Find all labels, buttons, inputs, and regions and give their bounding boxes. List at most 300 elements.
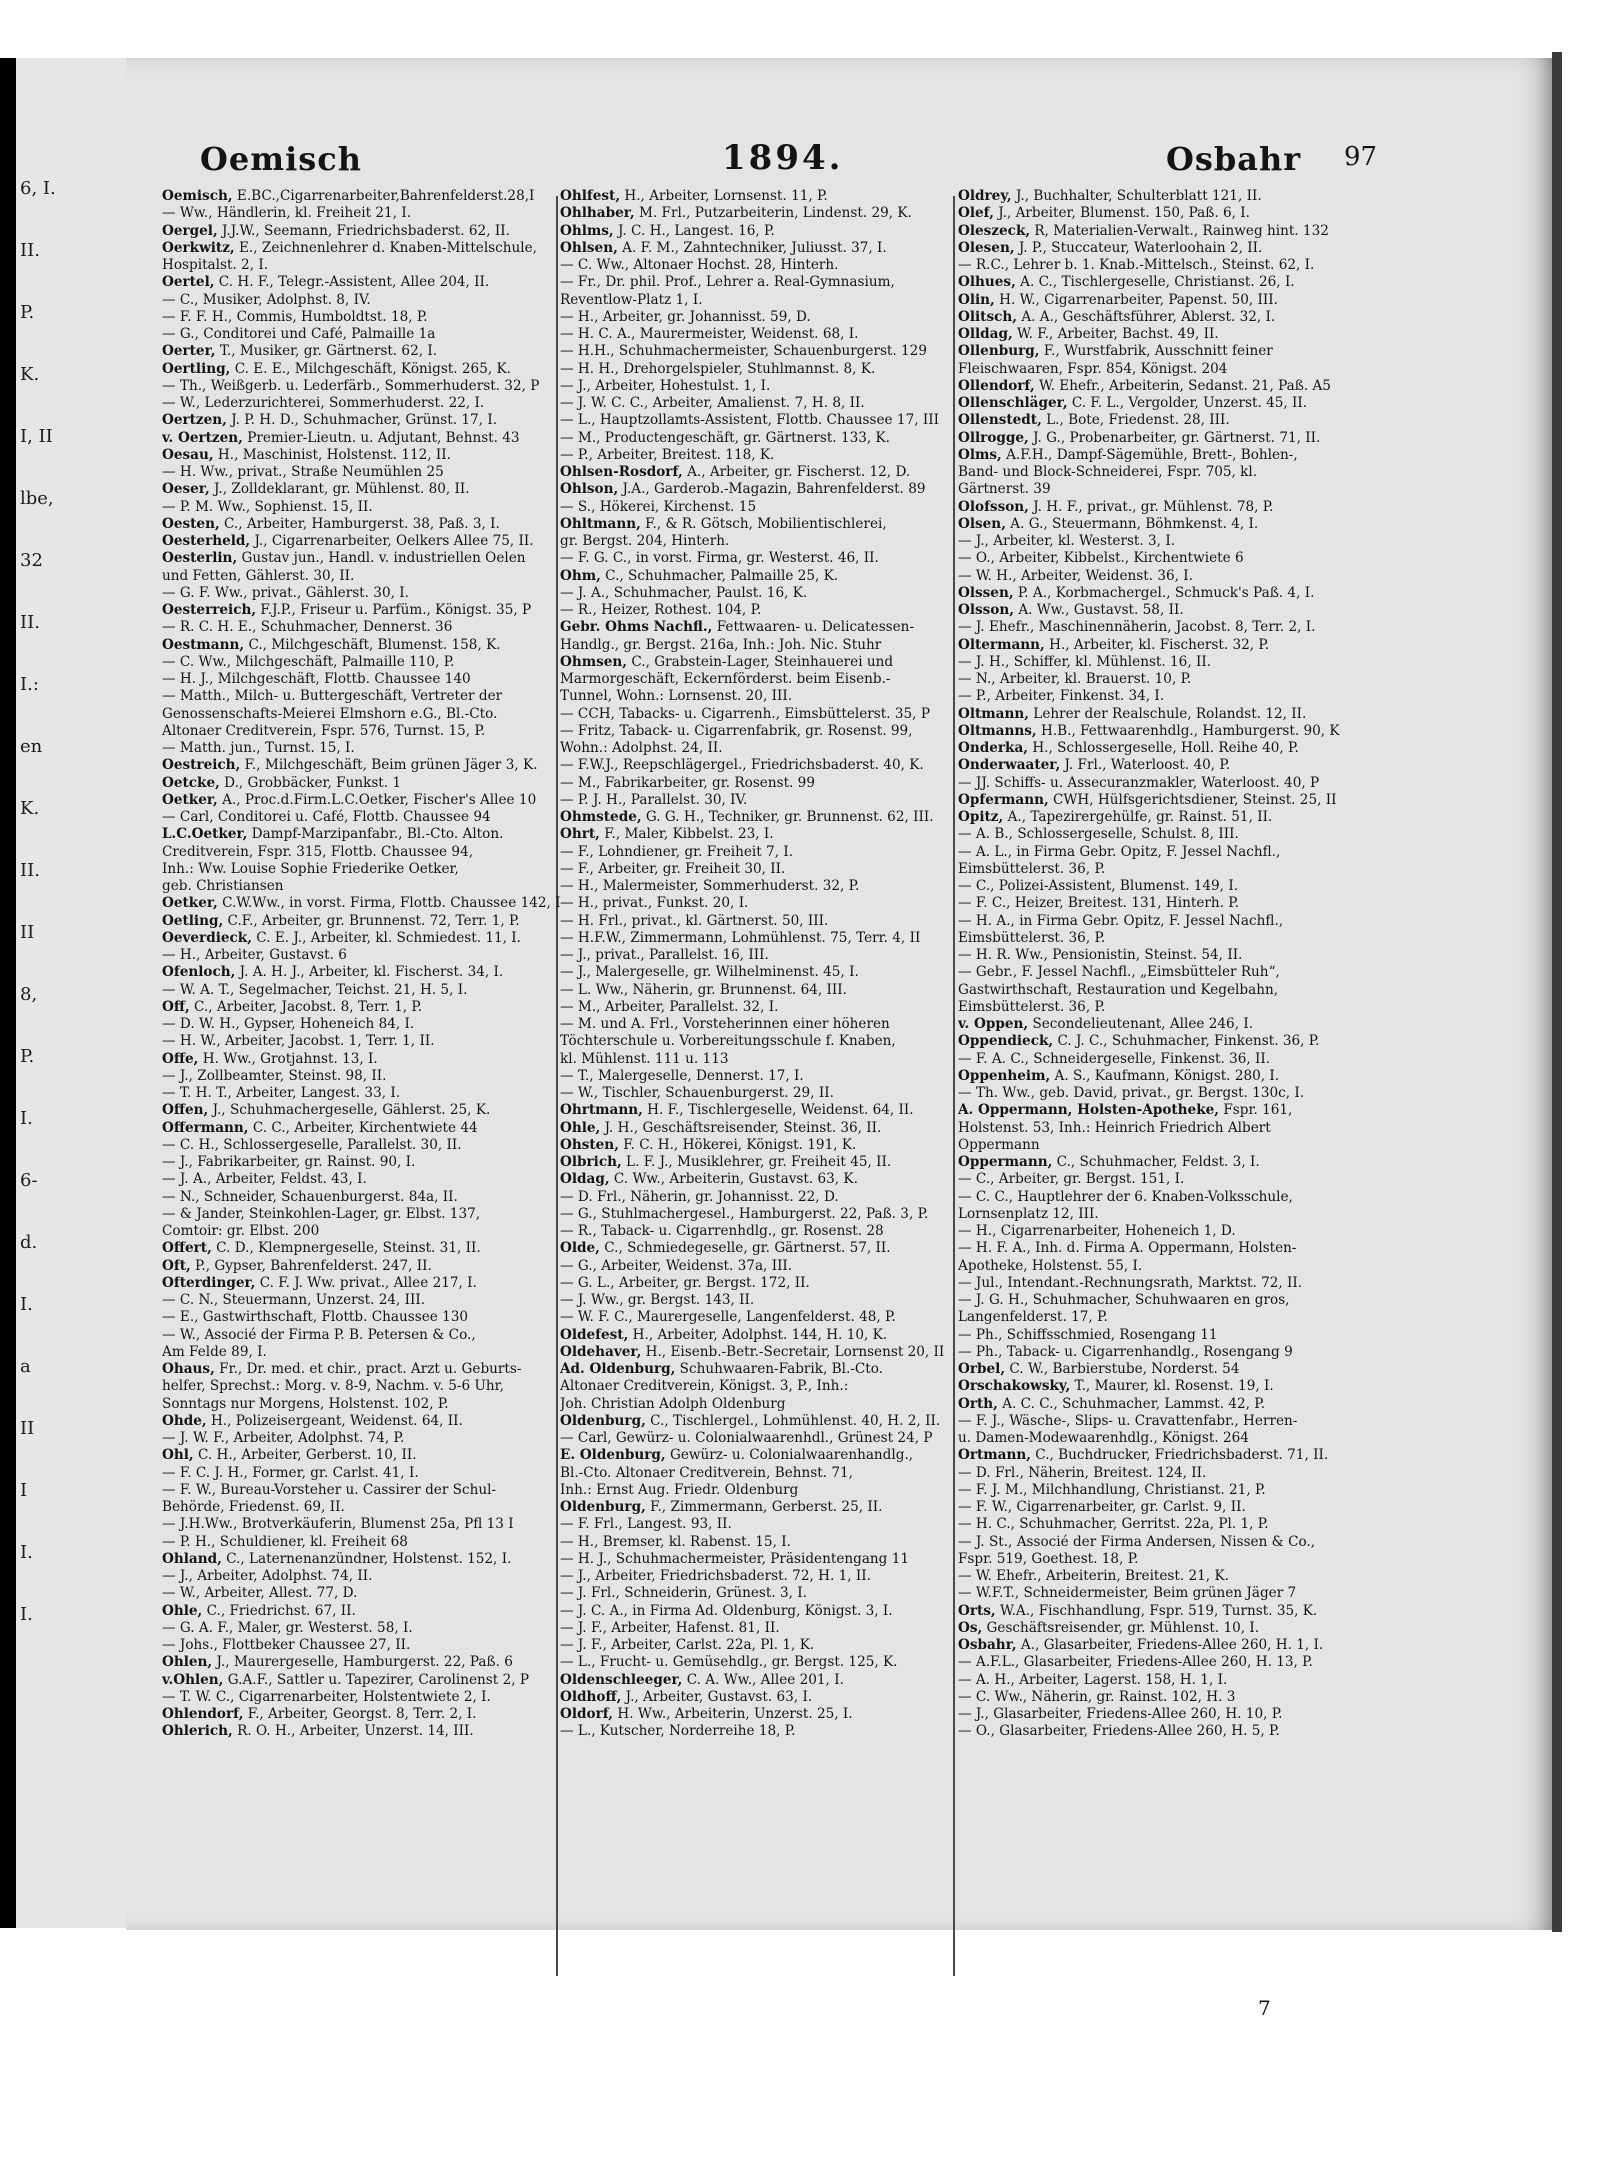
entry-details: Comtoir: gr. Elbst. 200	[162, 1223, 320, 1239]
directory-entry	[958, 274, 1348, 291]
entry-details: A. C. C., Schuhmacher, Lammst. 42, P.	[997, 1395, 1266, 1412]
entry-details: — P. M. Ww., Sophienst. 15, II.	[162, 498, 373, 515]
directory-entry	[958, 292, 1348, 309]
previous-page-fragment: II	[20, 1418, 35, 1439]
entry-details: F., Milchgeschäft, Beim grünen Jäger 3, K.	[240, 757, 538, 774]
directory-entry	[560, 1137, 960, 1154]
entry-details: — P., Arbeiter, Finkenst. 34, I.	[958, 688, 1165, 705]
entry-details: — H. A., in Firma Gebr. Opitz, F. Jessel Nachfl.,	[958, 912, 1284, 929]
entry-details: C., Tischlergel., Lohmühlenst. 40, H. 2, II.	[645, 1412, 941, 1429]
entry-details: — J., Fabrikarbeiter, gr. Rainst. 90, I.	[162, 1154, 416, 1170]
entry-surname: L.C.Oetker,	[162, 826, 248, 843]
entry-details: C., Schmiedegeselle, gr. Gärtnerst. 57, II.	[599, 1240, 891, 1257]
entry-surname: Ortmann,	[958, 1447, 1031, 1464]
entry-surname: E. Oldenburg,	[560, 1447, 666, 1464]
directory-entry	[560, 309, 960, 326]
entry-details: Wohn.: Adolphst. 24, II.	[560, 740, 723, 756]
entry-details: T., Musiker, gr. Gärtnerst. 62, I.	[215, 343, 438, 360]
entry-details: — C. C., Hauptlehrer der 6. Knaben-Volksschule,	[958, 1188, 1293, 1205]
directory-entry	[560, 1275, 960, 1292]
directory-entry	[958, 1465, 1348, 1482]
directory-entry	[560, 1482, 960, 1499]
directory-entry	[560, 1706, 960, 1723]
entry-surname: Olef,	[958, 205, 994, 222]
directory-entry	[162, 1516, 562, 1533]
entry-details: — H.H., Schuhmachermeister, Schauenburgerst. 129	[560, 343, 927, 360]
entry-details: Am Felde 89, I.	[162, 1343, 267, 1360]
directory-entry	[162, 292, 562, 309]
entry-details: — H. J., Milchgeschäft, Flottb. Chaussee 140	[162, 671, 471, 687]
directory-entry	[560, 964, 960, 981]
entry-surname: Oerkwitz,	[162, 239, 235, 256]
entry-surname: Olsen,	[958, 515, 1006, 532]
previous-page-fragment: I, II	[20, 426, 53, 447]
previous-page-fragment: a	[20, 1356, 31, 1377]
directory-entry	[560, 1189, 960, 1206]
entry-details: J., Zolldeklarant, gr. Mühlenst. 80, II.	[209, 481, 470, 498]
entry-details: A. C., Tischlergeselle, Christianst. 26, I.	[1015, 274, 1295, 291]
entry-details: F., Maler, Kibbelst. 23, I.	[599, 826, 774, 843]
entry-details: — F. J. M., Milchhandlung, Christianst. 21, P.	[958, 1481, 1266, 1498]
directory-entry	[958, 895, 1348, 912]
entry-surname: Ollenburg,	[958, 343, 1040, 360]
entry-details: E.BC.,Cigarrenarbeiter,Bahrenfelderst.28,I	[232, 188, 535, 204]
directory-entry	[162, 982, 562, 999]
entry-surname: Orbel,	[958, 1361, 1006, 1377]
entry-details: Secondelieutenant, Allee 246, I.	[1028, 1016, 1254, 1032]
entry-surname: Orschakowsky,	[958, 1378, 1071, 1395]
header-last-entry: Osbahr	[1166, 140, 1302, 178]
directory-entry	[560, 205, 960, 222]
directory-entry	[958, 1672, 1348, 1689]
entry-surname: Oetcke,	[162, 774, 220, 791]
entry-details: C.F., Arbeiter, gr. Brunnenst. 72, Terr. 1, P.	[223, 912, 520, 929]
directory-entry	[162, 516, 562, 533]
directory-entry	[560, 930, 960, 947]
entry-surname: Ofterdinger,	[162, 1274, 256, 1291]
entry-surname: Ohlen,	[162, 1654, 213, 1671]
directory-entry	[560, 947, 960, 964]
directory-entry	[560, 361, 960, 378]
directory-entry	[560, 326, 960, 343]
entry-details: — L., Frucht- u. Gemüsehdlg., gr. Bergst. 125, K.	[560, 1654, 898, 1671]
entry-details: — J., Arbeiter, Hohestulst. 1, I.	[560, 377, 771, 394]
directory-entry	[560, 533, 960, 550]
directory-entry	[560, 1223, 960, 1240]
entry-surname: Ohmstede,	[560, 809, 642, 825]
directory-entry	[560, 1102, 960, 1119]
entry-details: — Matth. jun., Turnst. 15, I.	[162, 740, 355, 756]
entry-details: — J. Ww., gr. Bergst. 143, II.	[560, 1292, 755, 1308]
entry-details: J., Arbeiter, Gustavst. 63, I.	[621, 1688, 813, 1705]
directory-entry	[560, 844, 960, 861]
entry-details: — C. Ww., Näherin, gr. Rainst. 102, H. 3	[958, 1688, 1236, 1705]
entry-details: — C. H., Schlossergeselle, Parallelst. 30, II.	[162, 1136, 462, 1153]
directory-entry	[958, 1120, 1348, 1137]
entry-details: — F. Frl., Langest. 93, II.	[560, 1516, 732, 1533]
directory-entry	[560, 1516, 960, 1533]
entry-details: C., Grabstein-Lager, Steinhauerei und	[627, 653, 894, 670]
entry-details: — M. und A. Frl., Vorsteherinnen einer höheren	[560, 1016, 890, 1032]
entry-details: Geschäftsreisender, gr. Mühlenst. 10, I.	[982, 1619, 1260, 1636]
directory-entry	[560, 499, 960, 516]
directory-entry	[560, 878, 960, 895]
previous-page-fragment: d.	[20, 1232, 38, 1253]
directory-entry	[162, 1327, 562, 1344]
entry-details: — H. C., Schuhmacher, Gerritst. 22a, Pl. 1, P.	[958, 1516, 1269, 1533]
directory-entry	[560, 1447, 960, 1464]
directory-entry	[560, 274, 960, 291]
entry-details: L., Bote, Friedenst. 28, III.	[1041, 412, 1230, 429]
entry-details: P. A., Korbmachergel., Schmuck's Paß. 4, I.	[1013, 584, 1315, 601]
entry-details: — G. L., Arbeiter, gr. Bergst. 172, II.	[560, 1274, 810, 1291]
entry-details: — P. J. H., Parallelst. 30, IV.	[560, 791, 748, 808]
entry-details: — N., Schneider, Schauenburgerst. 84a, II.	[162, 1188, 458, 1205]
entry-surname: Opfermann,	[958, 791, 1049, 808]
previous-page-fragment: I.	[20, 1294, 33, 1315]
directory-entry	[560, 1344, 960, 1361]
entry-details: — D. Frl., Näherin, gr. Johannisst. 22, D.	[560, 1188, 839, 1205]
directory-entry	[958, 1482, 1348, 1499]
entry-surname: A. Oppermann, Holsten-Apotheke,	[958, 1102, 1220, 1119]
entry-surname: Olsson,	[958, 602, 1014, 618]
directory-entry	[162, 361, 562, 378]
directory-entry	[162, 792, 562, 809]
entry-details: C., Buchdrucker, Friedrichsbaderst. 71, II.	[1030, 1447, 1329, 1464]
entry-surname: Ohle,	[560, 1119, 601, 1136]
entry-surname: Oertling,	[162, 360, 231, 377]
directory-entry	[162, 706, 562, 723]
entry-surname: Oestreich,	[162, 757, 241, 774]
entry-details: — C., Arbeiter, gr. Bergst. 151, I.	[958, 1171, 1185, 1188]
directory-entry	[162, 585, 562, 602]
directory-entry	[162, 637, 562, 654]
entry-details: C.W.Ww., in vorst. Firma, Flottb. Chaussee 142, I	[217, 895, 561, 912]
directory-entry	[162, 1482, 562, 1499]
entry-details: Gewürz- u. Colonialwaarenhandlg.,	[665, 1447, 914, 1464]
entry-details: — Th. Ww., geb. David, privat., gr. Bergst. 130c, I.	[958, 1085, 1305, 1101]
directory-entry	[162, 1120, 562, 1137]
directory-entry	[560, 1551, 960, 1568]
directory-entry	[958, 223, 1348, 240]
entry-details: A. A., Geschäftsführer, Ablerst. 32, I.	[1017, 308, 1276, 325]
entry-details: H. F., Tischlergeselle, Weidenst. 64, II.	[642, 1102, 914, 1119]
entry-details: — Fr., Dr. phil. Prof., Lehrer a. Real-Gymnasium,	[560, 274, 895, 291]
directory-entry	[560, 999, 960, 1016]
directory-entry	[958, 1344, 1348, 1361]
entry-surname: Offe,	[162, 1050, 199, 1067]
entry-details: Premier-Lieutn. u. Adjutant, Behnst. 43	[242, 429, 520, 446]
entry-surname: Oldorf,	[560, 1706, 614, 1722]
entry-surname: Offen,	[162, 1102, 209, 1119]
directory-entry	[958, 412, 1348, 429]
directory-entry	[560, 1620, 960, 1637]
entry-details: — F. W., Cigarrenarbeiter, gr. Carlst. 9, II.	[958, 1499, 1246, 1515]
entry-details: C., Laternenanzündner, Holstenst. 152, I.	[221, 1550, 512, 1567]
entry-details: Eimsbüttelerst. 36, P.	[958, 860, 1106, 877]
directory-entry	[958, 568, 1348, 585]
directory-entry	[958, 1033, 1348, 1050]
entry-surname: Oestmann,	[162, 636, 245, 653]
directory-entry	[162, 1206, 562, 1223]
directory-entry	[162, 757, 562, 774]
entry-details: — F. W., Bureau-Vorsteher u. Cassirer der Schul-	[162, 1481, 497, 1498]
directory-entry	[958, 395, 1348, 412]
entry-details: J., Buchhalter, Schulterblatt 121, II.	[1011, 188, 1262, 204]
entry-details: C. C., Arbeiter, Kirchentwiete 44	[248, 1119, 478, 1136]
directory-entry	[162, 1016, 562, 1033]
directory-entry	[560, 1654, 960, 1671]
directory-entry	[560, 223, 960, 240]
directory-column-3	[958, 188, 1348, 1908]
directory-entry	[162, 1137, 562, 1154]
entry-details: J.A., Garderob.-Magazin, Bahrenfelderst. 89	[618, 481, 926, 498]
directory-entry	[162, 1102, 562, 1119]
directory-entry	[560, 1309, 960, 1326]
entry-details: — R., Heizer, Rothest. 104, P.	[560, 602, 762, 618]
directory-entry	[958, 654, 1348, 671]
entry-surname: Olhues,	[958, 274, 1016, 291]
directory-entry	[958, 1223, 1348, 1240]
directory-entry	[958, 464, 1348, 481]
directory-entry	[560, 378, 960, 395]
entry-details: Fettwaaren- u. Delicatessen-	[712, 619, 915, 636]
entry-details: — P., Arbeiter, Breitest. 118, K.	[560, 446, 775, 463]
entry-details: — G. A. F., Maler, gr. Westerst. 58, I.	[162, 1619, 413, 1636]
entry-details: J. Frl., Waterloost. 40, P.	[1060, 757, 1231, 774]
directory-entry	[958, 826, 1348, 843]
entry-details: Fspr. 161,	[1219, 1102, 1293, 1119]
entry-details: — W., Tischler, Schauenburgerst. 29, II.	[560, 1085, 834, 1101]
previous-page-fragment: II.	[20, 612, 40, 633]
entry-details: geb. Christiansen	[162, 878, 284, 894]
entry-surname: Oetker,	[162, 895, 218, 912]
entry-details: C., Arbeiter, Hamburgerst. 38, Paß. 3, I.	[219, 515, 500, 532]
entry-details: Behörde, Friedenst. 69, II.	[162, 1499, 345, 1515]
entry-details: — R.C., Lehrer b. 1. Knab.-Mittelsch., Steinst. 62, I.	[958, 257, 1315, 273]
directory-entry	[162, 1068, 562, 1085]
entry-details: Altonaer Creditverein, Königst. 3, P., Inh.:	[560, 1378, 849, 1395]
entry-surname: v. Oertzen,	[162, 429, 243, 446]
directory-entry	[958, 878, 1348, 895]
entry-details: — H., Bremser, kl. Rabenst. 15, I.	[560, 1533, 791, 1550]
directory-entry	[162, 1413, 562, 1430]
directory-entry	[958, 1534, 1348, 1551]
directory-entry	[162, 619, 562, 636]
entry-details: — J., Zollbeamter, Steinst. 98, II.	[162, 1067, 387, 1084]
entry-details: H., Schlossergeselle, Holl. Reihe 40, P.	[1028, 740, 1299, 756]
directory-entry	[560, 1430, 960, 1447]
directory-entry	[958, 1016, 1348, 1033]
directory-entry	[958, 964, 1348, 981]
directory-entry	[162, 1258, 562, 1275]
directory-entry	[560, 1465, 960, 1482]
entry-details: — A. L., in Firma Gebr. Opitz, F. Jessel Nachfl.,	[958, 843, 1281, 860]
entry-details: — Matth., Milch- u. Buttergeschäft, Vertreter der	[162, 688, 503, 705]
directory-entry	[958, 637, 1348, 654]
entry-details: — W. F. C., Maurergeselle, Langenfelderst. 48, P.	[560, 1309, 896, 1326]
directory-entry	[560, 1033, 960, 1050]
directory-entry	[560, 585, 960, 602]
entry-details: — T., Malergeselle, Dennerst. 17, I.	[560, 1067, 804, 1084]
entry-surname: Oerter,	[162, 343, 216, 360]
directory-entry	[560, 1051, 960, 1068]
entry-details: C. D., Klempnergeselle, Steinst. 31, II.	[211, 1240, 481, 1257]
entry-details: Lornsenplatz 12, III.	[958, 1205, 1099, 1222]
directory-entry	[162, 1672, 562, 1689]
entry-surname: Olesen,	[958, 239, 1015, 256]
directory-entry	[560, 654, 960, 671]
entry-surname: Olms,	[958, 446, 1002, 463]
entry-surname: Ohlson,	[560, 481, 619, 498]
entry-details: J., Maurergeselle, Hamburgerst. 22, Paß. 6	[212, 1654, 513, 1671]
directory-entry	[560, 706, 960, 723]
signature-number: 7	[1258, 1996, 1271, 2020]
entry-details: A. S., Kaufmann, Königst. 280, I.	[1050, 1067, 1280, 1084]
previous-page-fragment: I.:	[20, 674, 39, 695]
entry-surname: Olde,	[560, 1240, 600, 1257]
directory-entry	[958, 1206, 1348, 1223]
directory-column-1	[162, 188, 562, 1908]
entry-details: A., Glasarbeiter, Friedens-Allee 260, H. 1, I.	[1016, 1637, 1324, 1653]
entry-details: Eimsbüttelerst. 36, P.	[958, 929, 1106, 946]
directory-entry	[162, 550, 562, 567]
directory-entry	[958, 1551, 1348, 1568]
entry-surname: Oemisch,	[162, 188, 233, 204]
entry-details: C. F. J. Ww. privat., Allee 217, I.	[255, 1274, 477, 1291]
entry-details: C. F. L., Vergolder, Unzerst. 45, II.	[1067, 395, 1308, 411]
directory-entry	[162, 654, 562, 671]
entry-details: F. C. H., Hökerei, Königst. 191, K.	[618, 1136, 857, 1153]
directory-entry	[958, 688, 1348, 705]
previous-page-fragment: K.	[20, 364, 40, 385]
directory-entry	[958, 1189, 1348, 1206]
entry-details: — J. St., Associé der Firma Andersen, Nissen & Co.,	[958, 1533, 1316, 1550]
directory-entry	[560, 637, 960, 654]
entry-details: u. Damen-Modewaarenhdlg., Königst. 264	[958, 1430, 1249, 1446]
entry-surname: Onderka,	[958, 740, 1028, 756]
entry-details: Band- und Block-Schneiderei, Fspr. 705, kl.	[958, 464, 1258, 480]
entry-details: — Carl, Gewürz- u. Colonialwaarenhdl., Grünest 24, P	[560, 1430, 933, 1446]
entry-surname: Ohlhaber,	[560, 205, 635, 222]
entry-details: Joh. Christian Adolph Oldenburg	[560, 1395, 786, 1412]
directory-entry	[958, 1689, 1348, 1706]
entry-surname: Oldhoff,	[560, 1688, 622, 1705]
directory-entry	[162, 1189, 562, 1206]
entry-surname: Oltmanns,	[958, 722, 1037, 739]
entry-details: — W., Arbeiter, Allest. 77, D.	[162, 1585, 358, 1602]
directory-entry	[958, 257, 1348, 274]
directory-entry	[958, 499, 1348, 516]
directory-entry	[560, 447, 960, 464]
directory-entry	[560, 1068, 960, 1085]
directory-entry	[162, 861, 562, 878]
directory-entry	[958, 1292, 1348, 1309]
entry-surname: Ollrogge,	[958, 429, 1029, 446]
entry-details: R, Materialien-Verwalt., Rainweg hint. 132	[1030, 222, 1329, 239]
directory-entry	[162, 809, 562, 826]
directory-entry	[560, 188, 960, 205]
directory-entry	[958, 1706, 1348, 1723]
entry-surname: Ohaus,	[162, 1361, 215, 1377]
entry-surname: Ollendorf,	[958, 377, 1035, 394]
entry-details: — J. F., Arbeiter, Carlst. 22a, Pl. 1, K.	[560, 1637, 815, 1653]
directory-entry	[560, 1568, 960, 1585]
entry-details: — W., Associé der Firma P. B. Petersen & Co.,	[162, 1326, 476, 1343]
entry-surname: Onderwaater,	[958, 757, 1061, 774]
entry-details: C. W., Barbierstube, Norderst. 54	[1005, 1361, 1240, 1377]
entry-surname: Ohrt,	[560, 826, 600, 843]
directory-entry	[560, 1258, 960, 1275]
entry-details: — L., Hauptzollamts-Assistent, Flottb. Chaussee 17, III	[560, 412, 939, 429]
entry-surname: Oldefest,	[560, 1326, 629, 1343]
directory-entry	[958, 1258, 1348, 1275]
entry-details: — F.W.J., Reepschlägergel., Friedrichsbaderst. 40, K.	[560, 757, 924, 774]
directory-entry	[958, 1499, 1348, 1516]
entry-details: — C., Musiker, Adolphst. 8, IV.	[162, 291, 371, 308]
entry-details: J. A. H. J., Arbeiter, kl. Fischerst. 34, I.	[235, 964, 504, 981]
directory-entry	[958, 602, 1348, 619]
entry-details: E., Zeichnenlehrer d. Knaben-Mittelschule,	[234, 239, 538, 256]
directory-entry	[162, 1344, 562, 1361]
directory-entry	[162, 1654, 562, 1671]
directory-entry	[162, 1465, 562, 1482]
entry-details: H., Maschinist, Holstenst. 112, II.	[213, 446, 451, 463]
entry-details: C. E. E., Milchgeschäft, Königst. 265, K.	[230, 360, 511, 377]
entry-details: — J., Arbeiter, Friedrichsbaderst. 72, H. 1, II.	[560, 1568, 871, 1584]
directory-entry	[162, 1292, 562, 1309]
directory-entry	[162, 309, 562, 326]
entry-surname: Oldenburg,	[560, 1412, 646, 1429]
entry-surname: Oft,	[162, 1257, 191, 1274]
directory-entry	[162, 1223, 562, 1240]
entry-surname: Ohsten,	[560, 1136, 619, 1153]
entry-details: Holstenst. 53, Inh.: Heinrich Friedrich Albert	[958, 1119, 1271, 1136]
entry-details: — Th., Weißgerb. u. Lederfärb., Sommerhuderst. 32, P	[162, 377, 540, 394]
entry-details: Sonntags nur Morgens, Holstenst. 102, P.	[162, 1395, 449, 1412]
entry-details: helfer, Sprechst.: Morg. v. 8-9, Nachm. v. 5-6 Uhr,	[162, 1378, 504, 1395]
directory-entry	[958, 447, 1348, 464]
directory-entry	[560, 430, 960, 447]
directory-entry	[958, 1327, 1348, 1344]
directory-entry	[958, 533, 1348, 550]
directory-entry	[162, 533, 562, 550]
directory-entry	[162, 1171, 562, 1188]
directory-entry	[162, 1154, 562, 1171]
entry-details: F., Zimmermann, Gerberst. 25, II.	[645, 1499, 883, 1515]
directory-entry	[162, 947, 562, 964]
entry-surname: Ofenloch,	[162, 964, 236, 981]
directory-entry	[162, 1051, 562, 1068]
directory-entry	[958, 1275, 1348, 1292]
entry-details: C. A. Ww., Allee 201, I.	[682, 1671, 844, 1688]
entry-details: — Jul., Intendant.-Rechnungsrath, Marktst. 72, II.	[958, 1274, 1303, 1291]
entry-details: W. Ehefr., Arbeiterin, Sedanst. 21, Paß. A5	[1034, 377, 1331, 394]
directory-entry	[560, 1327, 960, 1344]
entry-details: — Fritz, Taback- u. Cigarrenfabrik, gr. Rosenst. 99,	[560, 722, 913, 739]
directory-entry	[560, 913, 960, 930]
previous-page-fragment: I.	[20, 1542, 33, 1563]
entry-details: Genossenschafts-Meierei Elmshorn e.G., Bl.-Cto.	[162, 705, 498, 722]
entry-details: J. G., Probenarbeiter, gr. Gärtnerst. 71, II.	[1028, 429, 1321, 446]
entry-details: — R. C. H. E., Schuhmacher, Dennerst. 36	[162, 619, 453, 636]
previous-page-fragment: 8,	[20, 984, 38, 1005]
directory-entry	[162, 1585, 562, 1602]
entry-surname: Oldehaver,	[560, 1343, 642, 1360]
directory-entry	[958, 1085, 1348, 1102]
entry-details: Inh.: Ernst Aug. Friedr. Oldenburg	[560, 1481, 799, 1498]
entry-details: — O., Arbeiter, Kibbelst., Kirchentwiete 6	[958, 550, 1244, 567]
